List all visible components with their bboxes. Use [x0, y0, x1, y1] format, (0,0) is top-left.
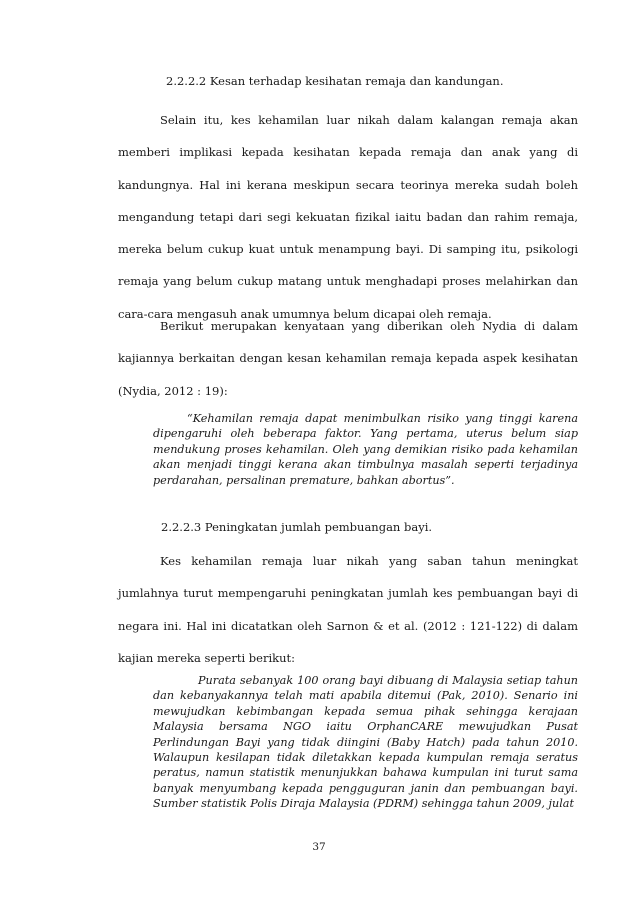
body-paragraph — [118, 545, 578, 674]
body-paragraph — [118, 310, 578, 407]
paragraph-text: Selain itu, kes kehamilan luar nikah dalam kalangan remaja akan memberi implikasi kepada kesihatan kepada remaja dan anak yang di kandungnya. Hal ini kerana meskipun secara teorinya mereka sudah boleh mengandung tetapi dari segi kekuatan fizikal iaitu badan dan rahim remaja, mereka belum cukup kuat untuk menampung bayi. Di samping itu, psikologi remaja yang belum cukup matang untuk menghadapi proses melahirkan dan cara-cara mengasuh anak umumnya belum dicapai oleh remaja. — [118, 113, 578, 321]
page-number: 37 — [312, 841, 326, 853]
section-heading-2-2-2-3: 2.2.2.3 Peningkatan jumlah pembuangan bayi. — [161, 520, 433, 534]
body-paragraph — [118, 104, 578, 330]
paragraph-text: Kes kehamilan remaja luar nikah yang saban tahun meningkat jumlahnya turut mempengaruhi peningkatan jumlah kes pembuangan bayi di negara ini. Hal ini dicatatkan oleh Sarnon & et al. (2012 : 121-122) di dalam kajian mereka seperti berikut: — [118, 554, 578, 665]
section-heading-2-2-2-2: 2.2.2.2 Kesan terhadap kesihatan remaja dan kandungan. — [166, 74, 504, 88]
paragraph-text: Berikut merupakan kenyataan yang diberikan oleh Nydia di dalam kajiannya berkaitan dengan kesan kehamilan remaja kepada aspek kesihatan (Nydia, 2012 : 19): — [118, 319, 578, 398]
block-quote: Purata sebanyak 100 orang bayi dibuang di Malaysia setiap tahun dan kebanyakannya telah mati apabila ditemui (Pak, 2010). Senario ini mewujudkan kebimbangan kepada semua pihak sehingga kerajaan Malaysia bersama NGO iaitu OrphanCARE mewujudkan Pusat Perlindungan Bayi yang tidak diingini (Baby Hatch) pada tahun 2010. Walaupun kesilapan tidak diletakkan kepada kumpulan remaja seratus peratus, namun statistik menunjukkan bahawa kumpulan ini turut sama banyak menyumbang kepada pengguguran janin dan pembuangan bayi. Sumber statistik Polis Diraja Malaysia (PDRM) sehingga tahun 2009, julat — [153, 674, 578, 811]
block-quote: “Kehamilan remaja dapat menimbulkan risiko yang tinggi karena dipengaruhi oleh beberapa faktor. Yang pertama, uterus belum siap mendukung proses kehamilan. Oleh yang demikian risiko pada kehamilan akan menjadi tinggi kerana akan timbulnya masalah seperti terjadinya perdarahan, persalinan premature, bahkan abortus”. — [153, 412, 578, 487]
